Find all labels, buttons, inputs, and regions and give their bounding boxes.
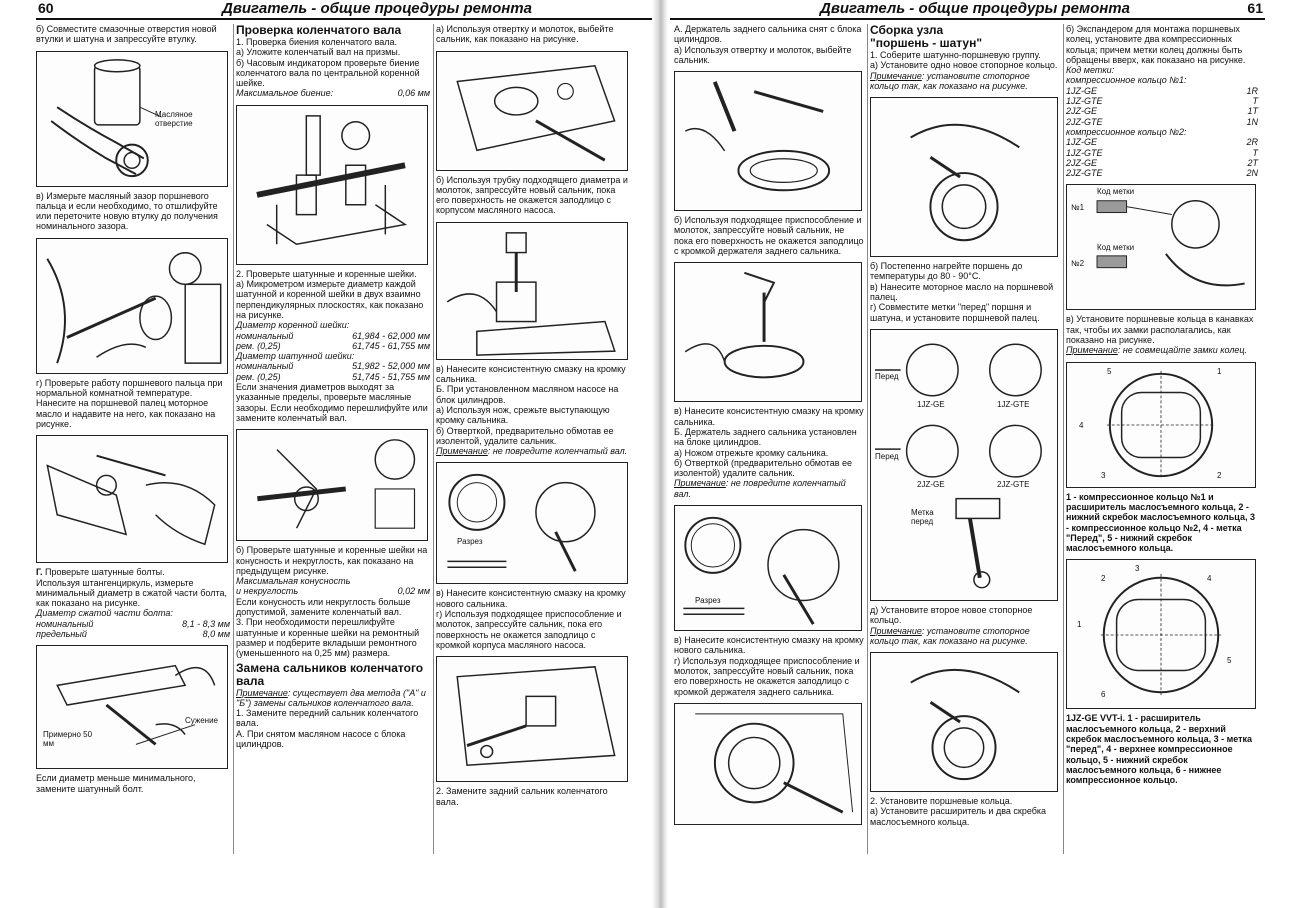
text-step-2b: б) Проверьте шатунные и коренные шейки на конусность и некруглость, как показано на предыдущем рисунке. [236,545,428,576]
spec-value: 8,1 - 8,3 мм [182,618,230,629]
code-value: 1T [1247,106,1258,117]
text-step-g: г) Используя подходящее приспособление и молоток, запрессуйте сальник, пока его поверхность не окажется заподлицо с кромкой корпуса масляного насоса. [436,609,622,650]
section-title-assembly: Сборка узла [870,23,944,37]
text-replace-bolt: Если диаметр меньше минимального, замените шатунный болт. [36,773,196,794]
label-2jz-gte: 2JZ-GTE [997,479,1030,489]
text-step-a: а) Используя отвертку и молоток, выбейте сальник, как показано на рисунке. [436,24,614,45]
spec-name: предельный [36,629,87,640]
engine-name: 1JZ-GTE [1066,96,1103,107]
engine-name: 2JZ-GTE [1066,168,1103,179]
note-label: Примечание [1066,345,1118,356]
note-label: Примечание [674,478,726,489]
label-2jz-ge: 2JZ-GE [917,479,945,489]
figure-caliper-bolt [36,645,228,769]
note-snap-ring-2 [870,626,1060,647]
text-step-1: 1. Соберите шатунно-поршневую группу. [870,50,1041,60]
spec-value: 61,745 - 61,755 мм [352,340,430,351]
gap-label-3: 3 [1101,470,1106,480]
spec-name: номинальный [36,618,94,629]
figure-seal-press-tube [436,222,628,360]
note-text: : установите стопорное кольцо так, как показано на рисунке. [870,625,1030,646]
figure-piston-pin-press [36,238,228,374]
left-col-2 [236,24,430,749]
engine-name: 1JZ-GE [1066,137,1098,148]
column-rule [1063,24,1064,854]
text-step-2d: Если конусность или некруглость больше допустимой, замените коленчатый вал. [236,596,411,618]
note-label: Примечание [236,687,288,698]
spec-value: 51,982 - 52,000 мм [352,361,430,372]
text-step-1b: б) Постепенно нагрейте поршень до температуры до 80 - 90°С. [870,261,1023,282]
note-text: : не повредите коленчатый вал. [674,478,846,499]
gap-label-4: 4 [1079,420,1084,430]
spec-row [36,619,230,629]
left-col-1 [36,24,230,794]
section-title-crankshaft: Проверка коленчатого вала [236,23,402,37]
note-text: : установите стопорное кольцо так, как показано на рисунке. [870,70,1030,91]
text-step-2: 2. Проверьте шатунные и коренные шейки. [236,268,417,279]
book-gutter [652,0,668,908]
text-step-A: А. Держатель заднего сальника снят с блока цилиндров. [674,24,862,45]
gap-label-1: 1 [1217,366,1222,376]
legend-ring-gaps: 1 - компрессионное кольцо №1 и расширитель маслосъемного кольца, 2 - нижний скребок маслосъемного кольца, 3 - компрессионное кольцо №2, 4 - метка "Перед", 5 - нижний скребок маслосъемного кольца. [1066,491,1255,554]
engine-name: 2JZ-GE [1066,106,1098,117]
spec-value: 61,984 - 62,000 мм [352,330,430,341]
note-text: : не повредите коленчатый вал. [487,446,628,457]
spec-row [36,629,230,639]
spec-value: 0,02 мм [397,586,430,597]
figure-seal-cut [436,462,628,584]
text-step-v: в) Нанесите консистентную смазку на кромку сальника. [436,363,626,385]
left-page-number: 60 [38,0,54,16]
text-step-1v: в) Нанесите моторное масло на поршневой палец. [870,281,1054,303]
left-col-3 [436,24,630,807]
code-value: 1N [1246,116,1258,127]
text-step-2: 2. Установите поршневые кольца. [870,796,1013,807]
text-step-1b: б) Часовым индикатором проверьте биение коленчатого вала по центральной коренной шейке. [236,57,420,89]
label-cut: Разрез [457,537,483,547]
note-snap-ring [870,71,1060,92]
code-value: 1R [1246,85,1258,96]
spec-name: рем. (0,25) [236,340,281,351]
text-step-3: 3. При необходимости перешлифуйте шатунные и коренные шейки на ремонтный размер и подберите вкладыши ремонтного (уменьшенного на 0,25 мм) размера. [236,617,420,659]
text-step-Ba: а) Используя нож, срежьте выступающую кромку сальника. [436,404,610,426]
code-value: 2N [1246,168,1258,179]
figure-rear-seal-remove [674,71,862,211]
spec-row [236,586,430,596]
spec-row [236,331,430,341]
code-value: 2R [1246,137,1258,148]
text-step-G [36,567,230,577]
spec-value: 8,0 мм [202,629,230,640]
figure-pin-by-hand [36,435,228,563]
text-step-g: г) Используя подходящее приспособление и молоток, запрессуйте новый сальник, пока его поверхность не окажется заподлицо с кромкой держателя заднего сальника. [674,655,860,697]
text-step-2a: а) Микрометром измерьте диаметр каждой шатунной и коренной шейки в двух взаимно перпендикулярных плоскостях, как показано на рисунке. [236,279,424,320]
ring1-codes [1066,86,1258,127]
text-step-G2: Используя штангенциркуль, измерьте минимальный диаметр в сжатой части болта, как показано на рисунке. [36,577,227,609]
engine-name: 2JZ-GE [1066,157,1098,168]
figure-piston-front-marks [870,329,1058,601]
text-step-4: 1. Замените передний сальник коленчатого вала. [236,708,419,729]
code-row [1066,168,1258,178]
text-step-2-rear: 2. Замените задний сальник коленчатого вала. [436,786,608,807]
label-front-2: Перед [875,451,899,461]
code-row [1066,96,1258,106]
note-text: : существует два метода ("А" и "Б") замены сальников коленчатого вала. [236,687,426,708]
label-no1: №1 [1071,203,1085,213]
figure-rear-seal-install [674,703,862,825]
label-narrowing: Сужение [185,716,219,726]
note-label: Примечание [436,446,488,457]
text-step-2c: Если значения диаметров выходят за указанные пределы, проверьте масляные зазоры. Если необходимо перешлифуйте или замените коленчатый вал. [236,382,428,423]
note-crank [436,446,630,456]
right-page-header [670,0,1265,20]
spec-main-title: Диаметр коренной шейки: [236,320,350,331]
code-value: T [1252,147,1258,158]
text-step-G-body: Проверьте шатунные болты. [45,567,165,578]
text-step-Bb: б) Отверткой (предварительно обмотав ее изолентой) удалите сальник. [674,457,853,479]
text-step-g: г) Проверьте работу поршневого пальца при нормальной комнатной температуре. [36,377,223,399]
note-seals [236,688,430,709]
gap-label-2: 2 [1101,574,1106,584]
step-letter: Г. [36,567,43,578]
figure-crankshaft-runout [236,105,428,265]
text-step-v2: в) Нанесите консистентную смазку на кромку нового сальника. [674,635,864,656]
text-step-1d: д) Установите второе новое стопорное кольцо. [870,604,1033,626]
label-code-2: Код метки [1097,243,1135,253]
gap-label-2: 2 [1217,470,1222,480]
gap-label-5: 5 [1227,656,1232,666]
figure-ring-gaps [1066,362,1256,488]
right-col-1 [674,24,864,829]
label-1jz-ge: 1JZ-GE [917,399,945,409]
spec-taper-title: Максимальная конусность [236,576,351,587]
column-rule [233,24,234,854]
label-no2: №2 [1071,259,1085,269]
text-step-2a: а) Установите расширитель и два скребка маслосъемного кольца. [870,806,1047,827]
label-1jz-gte: 1JZ-GTE [997,399,1030,409]
note-label: Примечание [870,70,922,81]
legend-ring-gaps-vvti: 1JZ-GE VVT-i. 1 - расширитель маслосъемного кольца, 2 - верхний скребок маслосъемного кольца, 3 - метка "перед", 4 - верхнее компрессионное кольцо, 5 - нижний скребок маслосъемного кольца, 6 - нижнее компрессионное кольцо. [1066,713,1253,786]
text-step-v: в) Нанесите консистентную смазку на кромку сальника. [674,406,864,427]
left-page-title: Двигатель - общие процедуры ремонта [222,0,532,17]
text-step-b: б) Используя подходящее приспособление и молоток, запрессуйте новый сальник, не пока его поверхность не окажется заподлицо с кромкой держателя заднего сальника. [674,215,864,257]
gap-label-3: 3 [1135,564,1140,574]
gap-label-5: 5 [1107,366,1112,376]
gap-label-4: 4 [1207,574,1212,584]
column-rule [867,24,868,854]
spec-value: 0,06 мм [397,88,430,99]
label-code-1: Код метки [1097,187,1135,197]
figure-rear-seal-cut [674,505,862,631]
ring1-title: компрессионное кольцо №1: [1066,75,1187,86]
code-row [1066,137,1258,147]
spec-row [236,372,430,382]
spec-bolt-title: Диаметр сжатой части болта: [36,608,173,619]
figure-ring-gaps-vvti [1066,559,1256,709]
label-front: Перед [875,371,899,381]
code-row [1066,158,1258,168]
code-row [1066,117,1258,127]
code-value: 2T [1247,157,1258,168]
text-step-b: б) Используя трубку подходящего диаметра и молоток, запрессуйте новый сальник, пока его поверхность не окажется заподлицо с корпусом масляного насоса. [436,174,628,216]
spec-runout [236,88,430,98]
engine-name: 2JZ-GTE [1066,116,1103,127]
text-step-v: в) Установите поршневые кольца в канавках так, чтобы их замки располагались, как показано на рисунке. [1066,314,1254,346]
note-label: Примечание [870,625,922,636]
right-col-2 [870,24,1060,827]
spec-name: и некруглость [236,586,299,597]
ring2-title: компрессионное кольцо №2: [1066,126,1187,137]
figure-seal-install [436,656,628,782]
note-text: : не совмещайте замки колец. [1117,345,1248,356]
text-step-4A: А. При снятом масляном насосе с блока цилиндров. [236,728,406,749]
spec-name: Максимальное биение: [236,88,334,99]
spec-value: 51,745 - 51,755 мм [352,371,430,382]
figure-ring-codes [1066,184,1256,310]
gap-label-6: 6 [1101,690,1106,700]
section-title-assembly-2: "поршень - шатун" [870,36,983,50]
spec-name: рем. (0,25) [236,371,281,382]
ring2-codes [1066,137,1258,178]
text-step-1a: а) Установите одно новое стопорное кольцо. [870,60,1058,71]
code-row [1066,106,1258,116]
spec-row [236,361,430,371]
note-ring-gaps [1066,345,1258,355]
engine-name: 1JZ-GE [1066,85,1098,96]
code-value: T [1252,96,1258,107]
label-about-50mm: Примерно 50 мм [43,730,93,749]
left-page-header [36,0,652,20]
text-step-1: 1. Проверка биения коленчатого вала. [236,37,398,47]
text-step-Bb: б) Отверткой, предварительно обмотав ее изолентой, удалите сальник. [436,425,614,446]
code-row [1066,86,1258,96]
gap-label-1: 1 [1077,620,1082,630]
figure-rear-seal-press [674,262,862,402]
text-step-v: в) Измерьте масляный зазор поршневого пальца и если необходимо, то отшлифуйте или переточите новую втулку до получения номинального зазора. [36,190,218,232]
text-step-B: Б. Держатель заднего сальника установлен на блоке цилиндров. [674,426,857,448]
text-step-v2: в) Нанесите консистентную смазку на кромку нового сальника. [436,588,626,609]
text-step-Ba: а) Ножом отрежьте кромку сальника. [674,447,829,458]
text-step-g2: Нанесите на поршневой палец моторное масло и надавите на него, как показано на рисунке. [36,398,216,429]
column-rule [433,24,434,854]
spec-name: номинальный [236,330,294,341]
spec-row [236,341,430,351]
text-step-1g: г) Совместите метки "перед" поршня и шатуна, и установите поршневой палец. [870,302,1040,323]
right-page-title: Двигатель - общие процедуры ремонта [820,0,1130,17]
right-col-3 [1066,24,1258,786]
label-oil-hole: Масляное отверстие [155,109,193,128]
text-step-b: б) Экспандером для монтажа поршневых колец, установите два компрессионных кольца; причем метки колец должны быть обращены вверх, как показано на рисунке. [1066,24,1246,65]
text-step-1a: а) Уложите коленчатый вал на призмы. [236,47,401,58]
figure-seal-removal [436,51,628,171]
note-crank [674,478,864,499]
figure-snap-ring-1 [870,97,1058,257]
right-page-number: 61 [1247,0,1263,16]
text-step-a: а) Используя отвертку и молоток, выбейте сальник. [674,44,852,65]
figure-conrod-bushing [36,51,228,187]
spec-name: номинальный [236,361,294,372]
text-step-b: б) Совместите смазочные отверстия новой втулки и шатуна и запрессуйте втулку. [36,24,217,45]
spec-rod-title: Диаметр шатунной шейки: [236,351,355,362]
engine-name: 1JZ-GTE [1066,147,1103,158]
text-step-B: Б. При установленном масляном насосе на блок цилиндров. [436,384,619,405]
section-title-seals: Замена сальников коленчатого вала [236,660,424,688]
figure-micrometer [236,429,428,541]
code-title: Код метки: [1066,65,1115,76]
figure-snap-ring-2 [870,652,1058,792]
code-row [1066,148,1258,158]
label-mark-front: Метка перед [911,507,934,526]
label-cut: Разрез [695,596,721,606]
